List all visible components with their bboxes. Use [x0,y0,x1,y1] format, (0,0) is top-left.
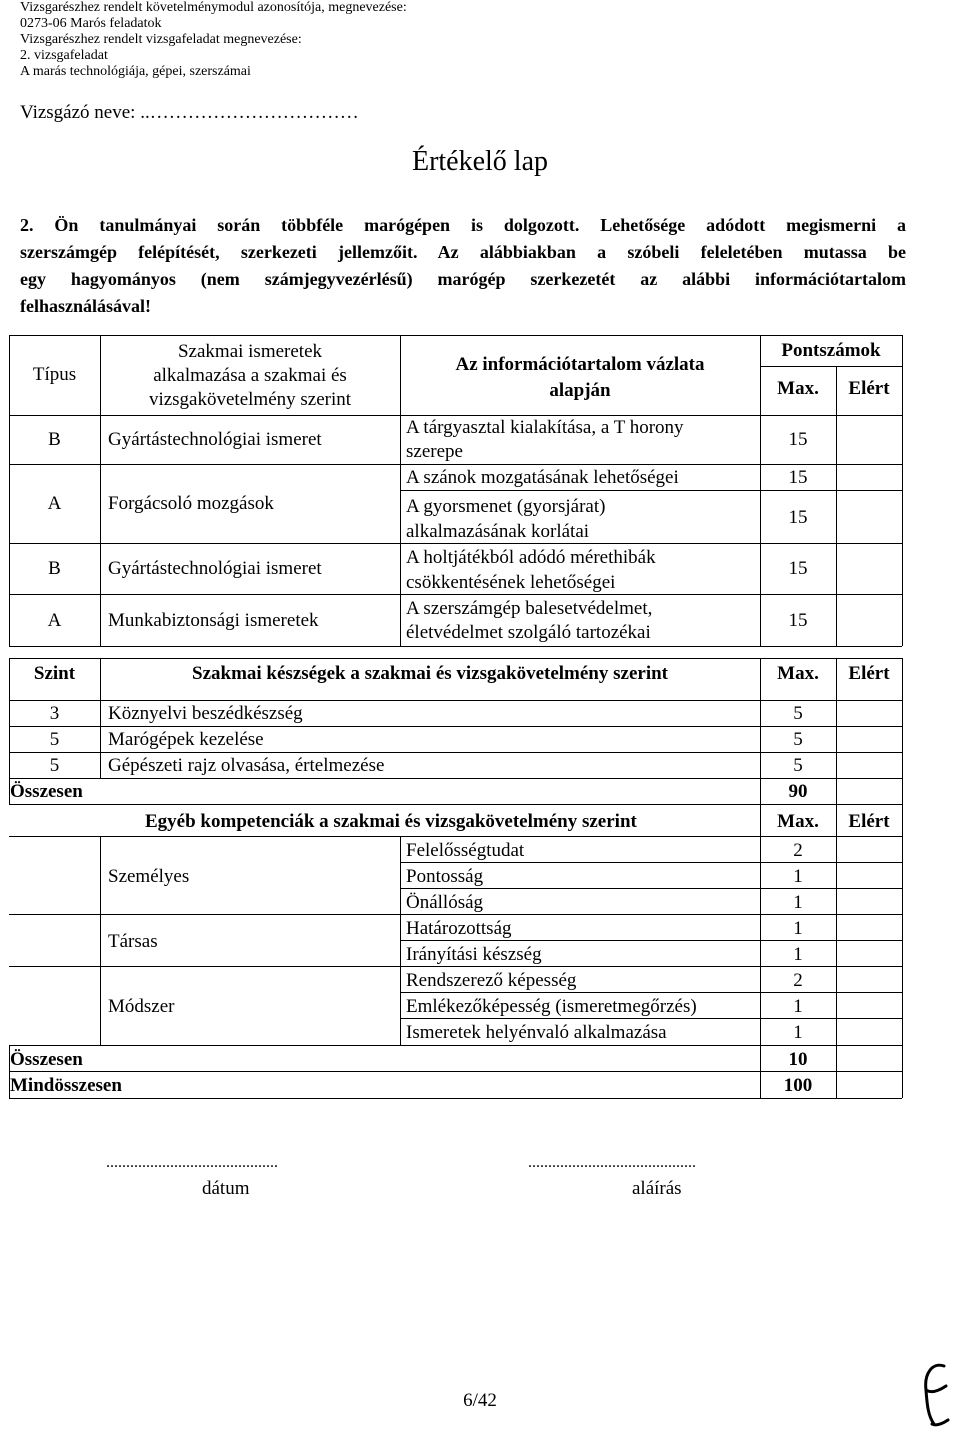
row-knowledge: Forgácsoló mozgások [108,493,274,514]
task-line: egy hagyományos (nem számjegyvezérlésű) marógép szerkezetét az alábbi információtartalom [20,269,906,289]
header-knowledge: Szakmai ismeretek alkalmazása a szakmai és vizsgakövetelmény szerint [148,341,352,410]
grand-total-value: 100 [783,1075,813,1096]
competency-label: Rendszerező képesség [406,970,577,991]
table-border [902,335,903,646]
competency-label: Ismeretek helyénvaló alkalmazása [406,1022,667,1043]
header-line: Vizsgarészhez rendelt vizsgafeladat megnevezése: [20,32,302,47]
header-line: 0273-06 Marós feladatok [20,16,162,31]
row-max: 15 [788,558,808,579]
row-level: 5 [49,729,60,750]
row-info: A gyorsmenet (gyorsjárat) alkalmazásának korlátai [406,496,606,542]
table-border [9,778,902,779]
header-points: Pontszámok [781,340,881,361]
table-border [9,1071,902,1072]
header-info: Az információtartalom vázlata alapján [455,354,705,401]
subtotal-label: Összesen [10,781,83,802]
page-title: Értékelő lap [411,146,549,177]
group-name: Társas [108,931,158,952]
subtotal-value: 10 [788,1049,808,1070]
candidate-name-field: Vizsgázó neve: ..…………………………… [20,102,359,123]
row-type: A [47,610,62,631]
table-border [760,366,902,367]
document-header [20,0,407,80]
header-line: 2. vizsgafeladat [20,48,108,63]
table-border [902,804,903,1098]
header-competencies: Egyéb kompetenciák a szakmai és vizsgakövetelmény szerint [145,811,637,832]
header-line: Vizsgarészhez rendelt követelménymodul azonosítója, megnevezése: [20,0,407,15]
row-max: 5 [793,703,803,724]
row-skill: Köznyelvi beszédkészség [108,703,303,724]
subtotal-label: Összesen [10,1049,83,1070]
competency-max: 1 [793,996,803,1017]
header-line: A marás technológiája, gépei, szerszámai [20,64,251,79]
table-border [9,646,902,647]
competency-max: 1 [793,866,803,887]
table-border [400,940,902,941]
competency-max: 1 [793,918,803,939]
header-achieved: Elért [848,663,890,684]
page-number: 6/42 [463,1390,497,1411]
date-dots: ........................................... [106,1154,278,1171]
table-border [9,836,902,837]
table-border [9,726,902,727]
header-max: Max. [777,811,819,832]
logo-icon [918,1360,954,1430]
row-max: 15 [788,507,808,528]
table-border [9,335,902,336]
row-type: B [48,558,61,579]
table-border [9,752,902,753]
row-skill: Marógépek kezelése [108,729,264,750]
header-skills: Szakmai készségek a szakmai és vizsgakövetelmény szerint [192,663,668,684]
competency-label: Felelősségtudat [406,840,525,861]
header-max: Max. [777,663,819,684]
table-border [9,966,902,967]
table-border [9,700,902,701]
row-max: 5 [793,729,803,750]
table-border [400,992,902,993]
task-line: szerszámgép felépítését, szerkezeti jellemzőit. Az alábbiakban a szóbeli feleletében mutassa be [20,242,906,262]
header-achieved: Elért [848,378,890,399]
grand-total-label: Mindösszesen [10,1075,122,1096]
table-border [400,1018,902,1019]
subtotal-value: 90 [788,781,808,802]
table-border [9,914,902,915]
row-type: A [47,493,62,514]
row-max: 15 [788,610,808,631]
table-border [400,888,902,889]
row-level: 5 [49,755,60,776]
competency-label: Irányítási készség [406,944,542,965]
table-border [400,490,902,491]
header-type: Típus [32,364,77,385]
row-max: 15 [788,429,808,450]
competency-label: Emlékezőképesség (ismeretmegőrzés) [406,996,697,1017]
table-border [9,658,902,659]
row-knowledge: Gyártástechnológiai ismeret [108,429,322,450]
row-info: A szánok mozgatásának lehetőségei [406,467,679,488]
group-name: Személyes [108,866,190,887]
row-type: B [48,429,61,450]
row-max: 15 [788,467,808,488]
header-max: Max. [777,378,819,399]
table-border [9,1098,902,1099]
row-knowledge: Munkabiztonsági ismeretek [108,610,319,631]
signature-label: aláírás [632,1178,682,1199]
competency-max: 1 [793,1022,803,1043]
table-border [400,862,902,863]
row-level: 3 [49,703,60,724]
table-border [9,464,902,465]
table-border [100,836,101,1045]
table-border [9,1045,902,1046]
row-knowledge: Gyártástechnológiai ismeret [108,558,322,579]
row-info: A holtjátékból adódó mérethibák csökkentésének lehetőségei [406,547,656,593]
competency-label: Önállóság [406,892,484,913]
header-level: Szint [33,663,76,684]
table-border [400,836,401,1045]
signature-dots: .......................................... [528,1154,696,1171]
group-name: Módszer [108,996,175,1017]
row-max: 5 [793,755,803,776]
competency-max: 1 [793,892,803,913]
table-border [836,366,837,646]
task-description [20,212,906,320]
table-border [9,804,902,805]
task-line: 2. Ön tanulmányai során többféle marógépen is dolgozott. Lehetősége adódott megismerni a [20,215,906,235]
row-info: A szerszámgép balesetvédelmet, életvédelmet szolgáló tartozékai [406,598,653,643]
task-line: felhasználásával! [20,296,152,316]
table-border [902,658,903,804]
competency-max: 2 [793,970,803,991]
competency-label: Határozottság [406,918,512,939]
competency-label: Pontosság [406,866,484,887]
row-skill: Gépészeti rajz olvasása, értelmezése [108,755,385,776]
row-info: A tárgyasztal kialakítása, a T horony szerepe [406,417,684,462]
competency-max: 1 [793,944,803,965]
header-achieved: Elért [848,811,890,832]
competency-max: 2 [793,840,803,861]
table-border [836,804,837,1098]
date-label: dátum [202,1178,250,1199]
